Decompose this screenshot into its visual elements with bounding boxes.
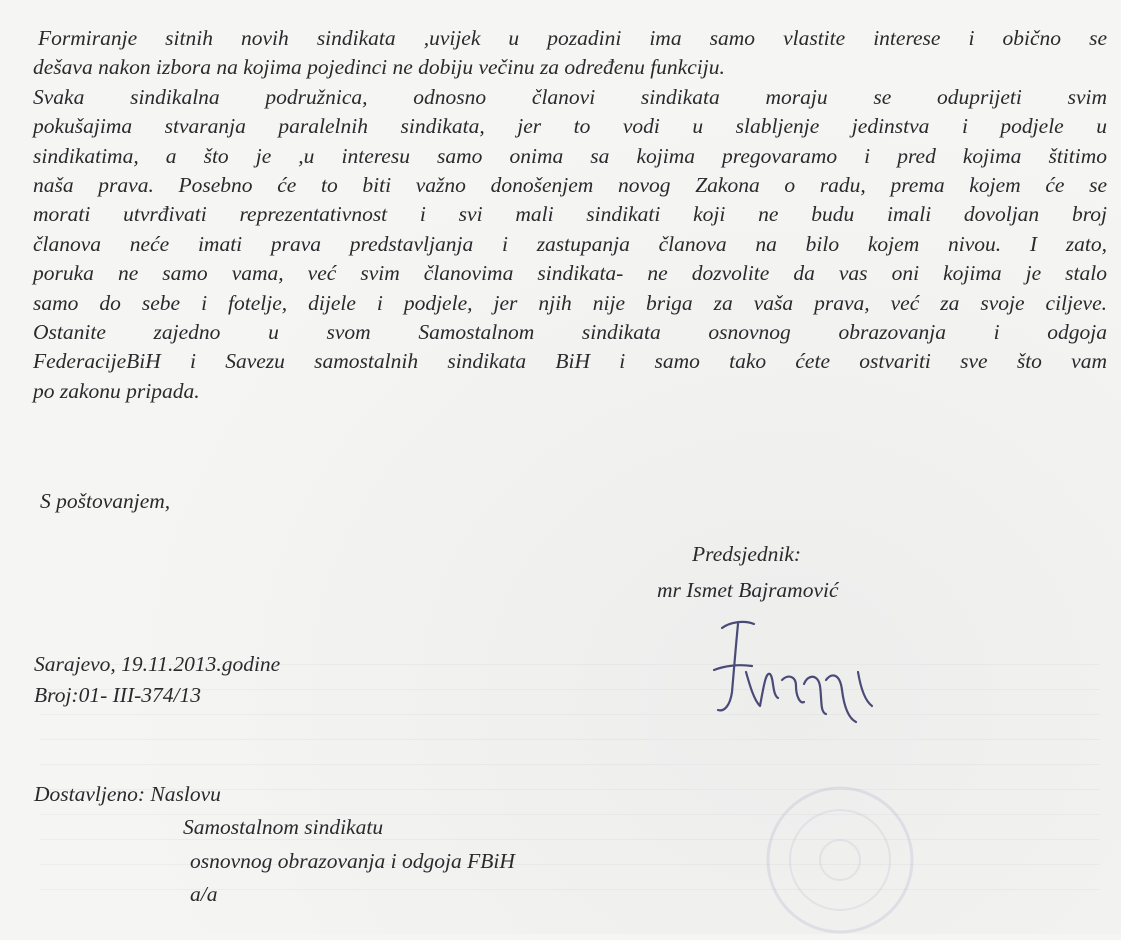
body-line: po zakonu pripada. [33, 378, 200, 403]
recipient-line: a/a [190, 882, 218, 906]
body-line: samo do sebe i fotelje, dijele i podjele, jer njih nije briga za vaša prava, već za svoje ciljeve. [33, 290, 1107, 315]
body-line: morati utvrđivati reprezentativnost i svi mali sindikati koji ne budu imali dovoljan broj [33, 202, 1107, 227]
letter-body [33, 24, 1107, 406]
body-line: Svaka sindikalna podružnica, odnosno članovi sindikata moraju se oduprijeti svim [33, 84, 1107, 109]
body-line: pokušajima stvaranja paralelnih sindikata, jer to vodi u slabljenje jedinstva i podjele u [33, 114, 1107, 139]
body-line: Formiranje sitnih novih sindikata ,uvijek u pozadini ima samo vlastite interese i obično se [38, 26, 1107, 50]
closing-salutation: S poštovanjem, [40, 489, 171, 513]
body-line: FederacijeBiH i Savezu samostalnih sindikata BiH i samo tako ćete ostvariti sve što vam [33, 349, 1107, 374]
delivered-label: Dostavljeno: Naslovu [34, 782, 221, 806]
signer-name: mr Ismet Bajramović [657, 578, 839, 602]
faint-stamp [760, 780, 920, 940]
recipient-line: osnovnog obrazovanja i odgoja FBiH [190, 849, 515, 873]
body-line: sindikatima, a što je ,u interesu samo onima sa kojima pregovaramo i pred kojima štitimo [33, 143, 1107, 168]
body-line: Ostanite zajedno u svom Samostalnom sindikata osnovnog obrazovanja i odgoja [33, 320, 1107, 345]
handwritten-signature [708, 614, 898, 734]
reference-number: Broj:01- III-374/13 [34, 683, 201, 707]
recipient-line: Samostalnom sindikatu [183, 815, 384, 839]
body-line: članova neće imati prava predstavljanja i zastupanja članova na bilo kojem nivou. I zato, [33, 231, 1107, 256]
place-date: Sarajevo, 19.11.2013.godine [34, 652, 281, 676]
body-line: naša prava. Posebno će to biti važno donošenjem novog Zakona o radu, prema kojem će se [33, 173, 1107, 198]
signer-title: Predsjednik: [692, 542, 802, 566]
body-line: dešava nakon izbora na kojima pojedinci ne dobiju večinu za određenu funkciju. [33, 55, 725, 80]
body-line: poruka ne samo vama, već svim članovima sindikata- ne dozvolite da vas oni kojima je stalo [33, 261, 1107, 286]
